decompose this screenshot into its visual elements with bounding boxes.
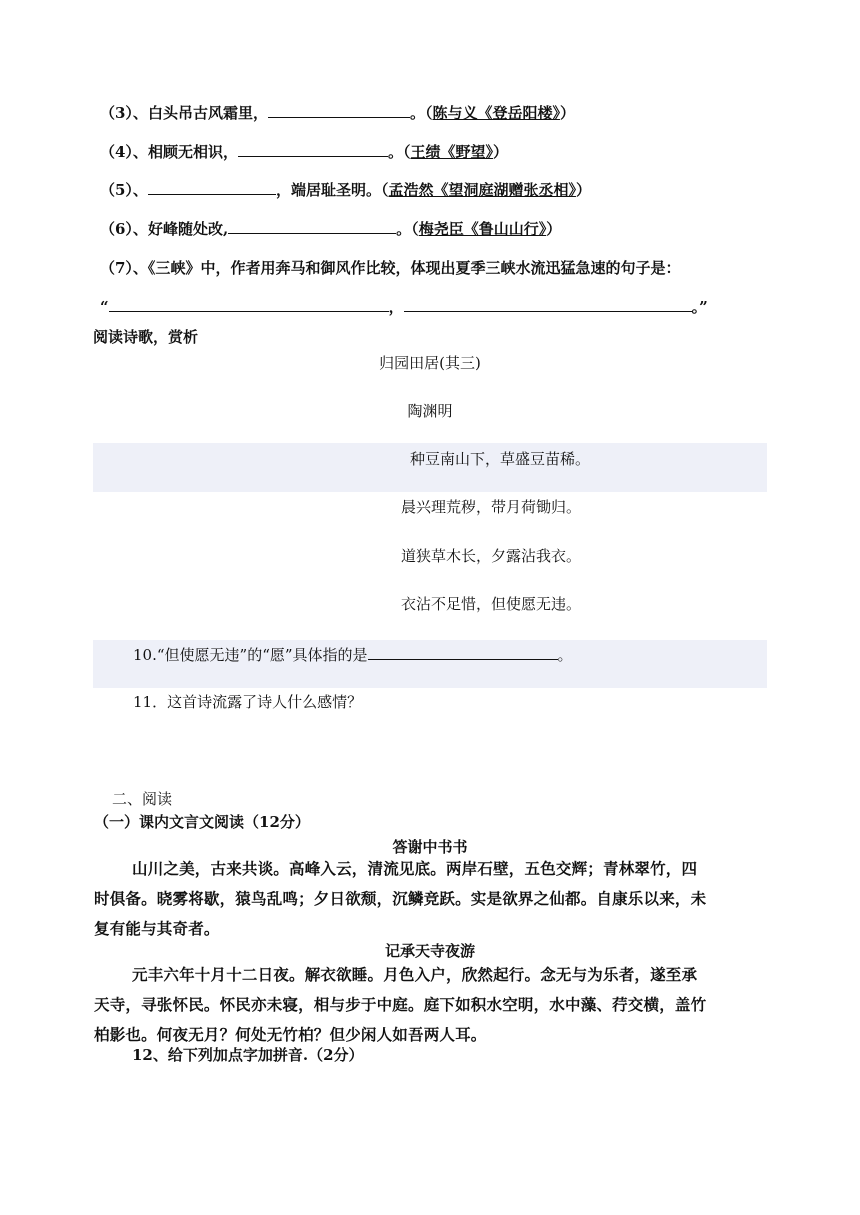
poem-author: 陶渊明 xyxy=(407,402,453,420)
text-title: 答谢中书书 xyxy=(392,838,468,856)
answer-blank[interactable] xyxy=(368,645,558,660)
passage-line: 柏影也。何夜无月？何处无竹柏？但少闲人如吾两人耳。 xyxy=(94,1025,487,1044)
passage-1 xyxy=(94,854,774,944)
question-6: （6）、好峰随处改, 。（梅尧臣《鲁山山行》） xyxy=(100,220,562,238)
answer-blank[interactable] xyxy=(148,180,276,195)
question-7-answer-line: “ ， 。” xyxy=(100,298,708,316)
question-3: （3）、白头吊古风霜里， 。（陈与义《登岳阳楼》） xyxy=(100,104,575,122)
passage-2 xyxy=(94,960,774,1050)
passage-line: 复有能与其奇者。 xyxy=(94,919,220,938)
poem-line: 晨兴理荒秽，带月荷锄归。 xyxy=(401,498,582,516)
passage-line: 时俱备。晓雾将歇，猿鸟乱鸣；夕日欲颓，沉鳞竞跃。实是欲界之仙都。自康乐以来，未 xyxy=(94,889,707,908)
poem-heading: 阅读诗歌，赏析 xyxy=(93,328,199,346)
passage-line: 山川之美，古来共谈。高峰入云，清流见底。两岸石壁，五色交辉；青林翠竹，四 xyxy=(132,859,698,878)
answer-blank[interactable] xyxy=(228,219,396,234)
poem-line: 种豆南山下，草盛豆苗稀。 xyxy=(410,450,591,468)
answer-blank[interactable] xyxy=(109,297,389,312)
passage-line: 天寺，寻张怀民。怀民亦未寝，相与步于中庭。庭下如积水空明，水中藻、荇交横，盖竹 xyxy=(94,995,707,1014)
question-7: （7）、《三峡》中，作者用奔马和御风作比较，体现出夏季三峡水流迅猛急速的句子是： xyxy=(100,259,681,277)
passage-line: 元丰六年十月十二日夜。解衣欲睡。月色入户，欣然起行。念无与为乐者，遂至承 xyxy=(132,965,698,984)
question-5: （5）、 ，端居耻圣明。（孟浩然《望洞庭湖赠张丞相》） xyxy=(100,181,591,199)
poem-line: 道狭草木长，夕露沾我衣。 xyxy=(401,547,582,565)
answer-blank[interactable] xyxy=(238,142,388,157)
question-12: 12、给下列加点字加拼音.（2分） xyxy=(132,1046,364,1064)
question-10: 10.“但使愿无违”的“愿”具体指的是 。 xyxy=(133,646,573,664)
answer-blank[interactable] xyxy=(268,103,410,118)
text-title: 记承天寺夜游 xyxy=(384,942,475,960)
poem-title: 归园田居(其三) xyxy=(379,354,481,372)
answer-blank[interactable] xyxy=(404,297,692,312)
subsection-heading: （一）课内文言文阅读（12分） xyxy=(94,813,310,831)
question-11: 11．这首诗流露了诗人什么感情？ xyxy=(133,693,363,711)
question-4: （4）、相顾无相识， 。（王绩《野望》） xyxy=(100,143,508,161)
section-heading: 二、阅读 xyxy=(112,790,173,808)
poem-line: 衣沾不足惜，但使愿无违。 xyxy=(401,595,582,613)
